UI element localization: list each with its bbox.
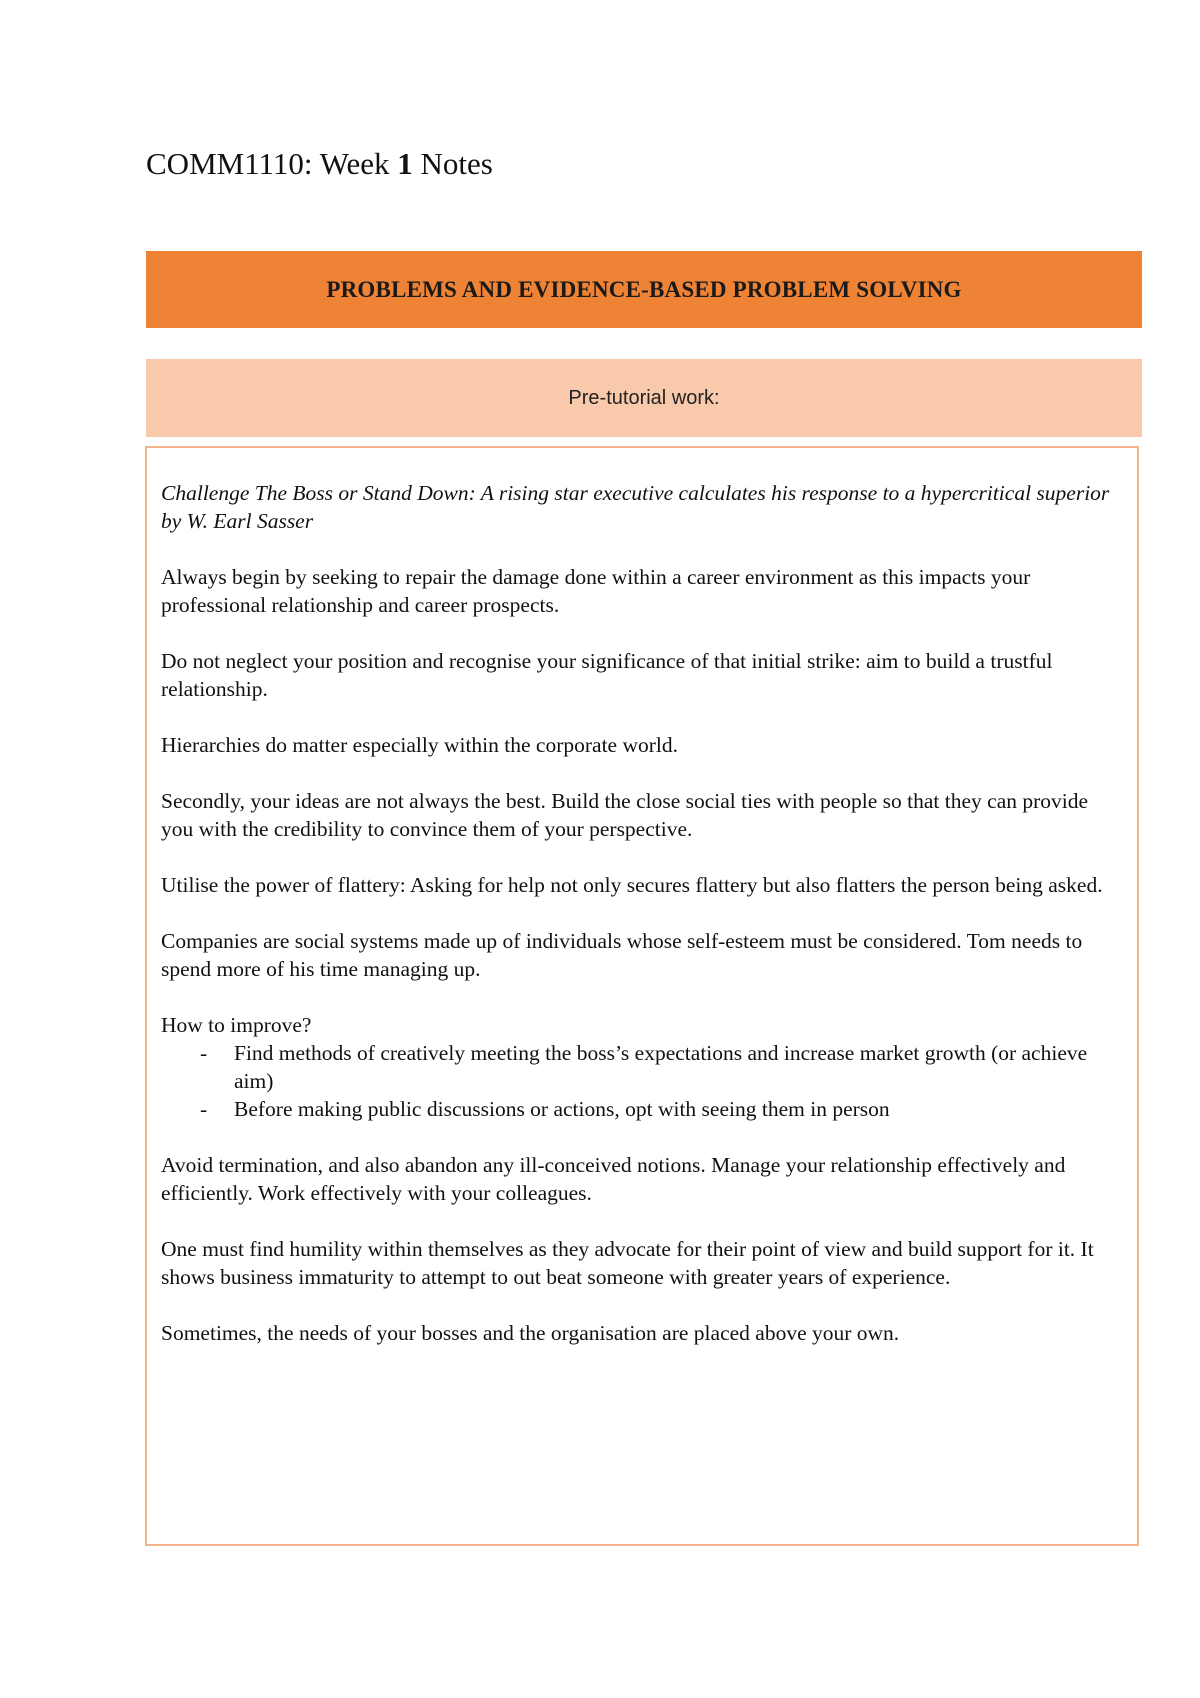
note-paragraph: Always begin by seeking to repair the damage done within a career environment as this impacts your professional relationship and career prospects. (161, 565, 1031, 617)
improve-item-text: Before making public discussions or actions, opt with seeing them in person (234, 1097, 890, 1121)
improve-list (161, 1039, 1124, 1123)
title-suffix: Notes (412, 146, 493, 181)
pre-tutorial-heading: Pre-tutorial work: (568, 386, 720, 409)
improve-list-item (161, 1095, 1124, 1123)
note-paragraph: Utilise the power of flattery: Asking for help not only secures flattery but also flatters the person being asked. (161, 873, 1103, 897)
improve-list-item (161, 1039, 1124, 1095)
improve-heading: How to improve? (161, 1013, 312, 1037)
note-paragraph: Avoid termination, and also abandon any ill-conceived notions. Manage your relationship effectively and efficiently. Work effectively with your colleagues. (161, 1153, 1066, 1205)
note-paragraph: Do not neglect your position and recognise your significance of that initial strike: aim to build a trustful relationship. (161, 649, 1053, 701)
section-banner-heading: PROBLEMS AND EVIDENCE-BASED PROBLEM SOLVING (326, 276, 962, 302)
notes-box (145, 446, 1139, 1546)
article-reference: Challenge The Boss or Stand Down: A rising star executive calculates his response to a hypercritical superior by W. Earl Sasser (161, 481, 1110, 533)
section-banner (146, 251, 1142, 328)
title-prefix: COMM1110: Week (146, 146, 398, 181)
bullet-dash: - (200, 1097, 208, 1121)
note-paragraph: One must find humility within themselves as they advocate for their point of view and build support for it. It shows business immaturity to attempt to out beat someone with greater years of experience. (161, 1237, 1094, 1289)
note-paragraph: Companies are social systems made up of individuals whose self-esteem must be considered. Tom needs to spend more of his time managing up. (161, 929, 1083, 981)
improve-item-text: Find methods of creatively meeting the boss’s expectations and increase market growth (or achieve aim) (234, 1041, 1088, 1093)
note-paragraph: Hierarchies do matter especially within the corporate world. (161, 733, 678, 757)
note-paragraph: Sometimes, the needs of your bosses and the organisation are placed above your own. (161, 1321, 900, 1345)
title-week-number: 1 (397, 146, 413, 181)
page-title (146, 144, 493, 184)
bullet-dash: - (200, 1041, 208, 1065)
pre-tutorial-banner (146, 359, 1142, 437)
note-paragraph: Secondly, your ideas are not always the best. Build the close social ties with people so that they can provide you with the credibility to convince them of your perspective. (161, 789, 1089, 841)
